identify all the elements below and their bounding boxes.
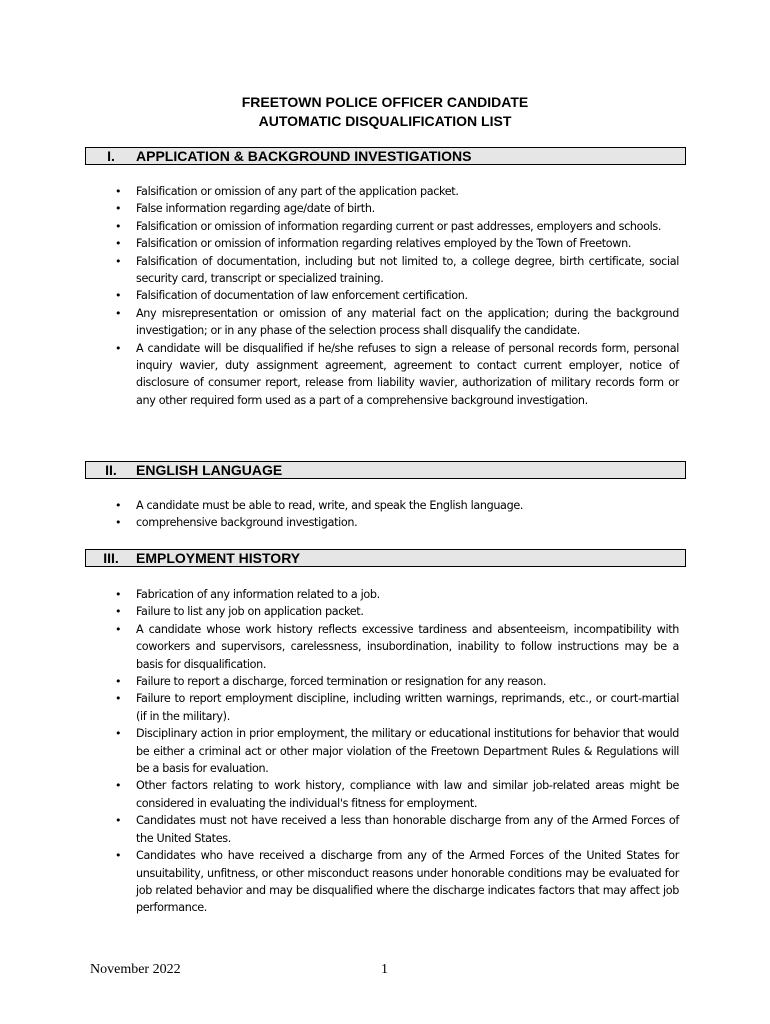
- section-number: III.: [103, 550, 119, 566]
- english-criteria-list: [136, 497, 679, 532]
- section-title: EMPLOYMENT HISTORY: [136, 550, 301, 566]
- list-item: • Candidates who have received a discharge from any of the Armed Forces of the United States for unsuitability, unfitness, or other misconduct reasons under honorable conditions may be evaluated for job related behavior and may be disqualified where the discharge indicates factors that may affect job performance.: [136, 847, 679, 917]
- document-title: [0, 93, 770, 131]
- list-item: • A candidate must be able to read, write, and speak the English language.: [136, 497, 679, 514]
- section-number: I.: [107, 148, 115, 164]
- list-item: • Candidates must not have received a less than honorable discharge from any of the Armed Forces of the United States.: [136, 812, 679, 847]
- title-line-1: FREETOWN POLICE OFFICER CANDIDATE: [241, 94, 529, 110]
- page-number: 1: [381, 962, 388, 977]
- list-item: • A candidate whose work history reflects excessive tardiness and absenteeism, incompatibility with coworkers and supervisors, carelessness, insubordination, inability to follow instructions may be a basis for disqualification.: [136, 621, 679, 673]
- list-item: • Disciplinary action in prior employment, the military or educational institutions for behavior that would be either a criminal act or other major violation of the Freetown Department Rules & Regulations will be a basis for evaluation.: [136, 725, 679, 777]
- section-header-english: [85, 461, 686, 479]
- section-title: ENGLISH LANGUAGE: [136, 462, 283, 478]
- list-item: • comprehensive background investigation.: [136, 514, 679, 531]
- list-item: • Falsification or omission of any part of the application packet.: [136, 183, 679, 200]
- section-header-employment: [85, 549, 686, 567]
- footer-date: November 2022: [90, 962, 181, 977]
- list-item: • A candidate will be disqualified if he/she refuses to sign a release of personal records form, personal inquiry wavier, duty assignment agreement, agreement to contact current employer, notice of disclosure of consumer report, release from liability wavier, authorization of military records form or any other required form used as a part of a comprehensive background investigation.: [136, 340, 679, 410]
- section-number: II.: [105, 462, 117, 478]
- list-item: • False information regarding age/date of birth.: [136, 200, 679, 217]
- list-item: • Failure to list any job on application packet.: [136, 603, 679, 620]
- list-item: • Failure to report employment discipline, including written warnings, reprimands, etc., or court-martial (if in the military).: [136, 690, 679, 725]
- application-criteria-list: [136, 183, 679, 409]
- list-item: • Other factors relating to work history, compliance with law and similar job-related areas might be considered in evaluating the individual's fitness for employment.: [136, 777, 679, 812]
- list-item: • Fabrication of any information related to a job.: [136, 586, 679, 603]
- list-item: • Falsification of documentation, including but not limited to, a college degree, birth certificate, social security card, transcript or specialized training.: [136, 253, 679, 288]
- section-title: APPLICATION & BACKGROUND INVESTIGATIONS: [136, 148, 472, 164]
- list-item: • Falsification or omission of information regarding relatives employed by the Town of Freetown.: [136, 235, 679, 252]
- list-item: • Falsification or omission of information regarding current or past addresses, employers and schools.: [136, 218, 679, 235]
- list-item: • Failure to report a discharge, forced termination or resignation for any reason.: [136, 673, 679, 690]
- list-item: • Any misrepresentation or omission of any material fact on the application; during the background investigation; or in any phase of the selection process shall disqualify the candidate.: [136, 305, 679, 340]
- employment-criteria-list: [136, 586, 679, 917]
- section-header-application: [85, 147, 686, 165]
- title-line-2: AUTOMATIC DISQUALIFICATION LIST: [258, 113, 512, 129]
- list-item: • Falsification of documentation of law enforcement certification.: [136, 287, 679, 304]
